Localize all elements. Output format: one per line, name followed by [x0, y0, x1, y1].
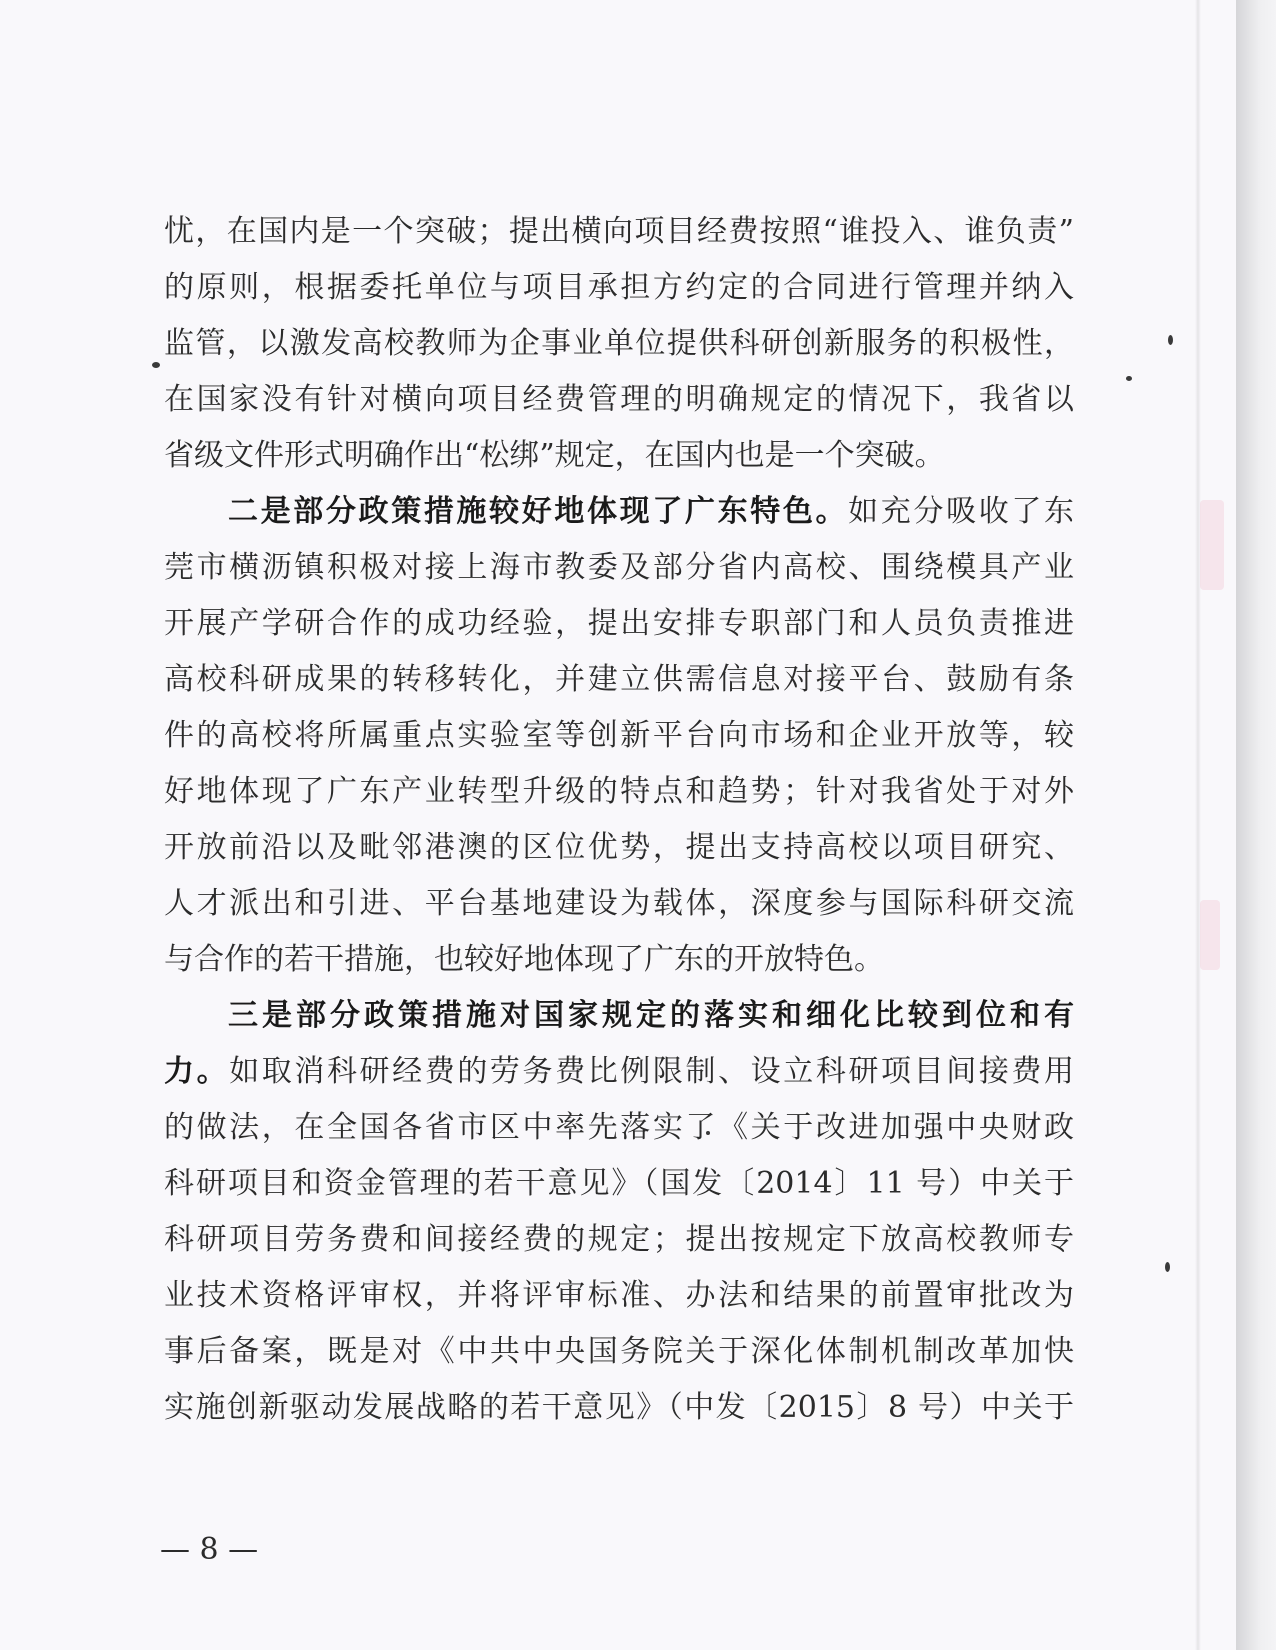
text-line: 在国家没有针对横向项目经费管理的明确规定的情况下，我省以	[164, 382, 1074, 417]
text-line: 监管，以激发高校教师为企事业单位提供科研创新服务的积极性，	[164, 326, 1074, 361]
text-line: 开展产学研合作的成功经验，提出安排专职部门和人员负责推进	[164, 606, 1074, 641]
text-line: 好地体现了广东产业转型升级的特点和趋势；针对我省处于对外	[164, 774, 1074, 809]
text-line: 莞市横沥镇积极对接上海市教委及部分省内高校、围绕模具产业	[164, 550, 1074, 585]
paper-speck	[1168, 335, 1173, 345]
page-edge-shadow	[1236, 0, 1276, 1650]
fold-line	[1195, 0, 1201, 1650]
paragraph-2-first-line	[228, 492, 1074, 532]
paragraph-2-first-rest: 如充分吸收了东	[848, 494, 1075, 529]
text-line: 业技术资格评审权，并将评审标准、办法和结果的前置审批改为	[164, 1278, 1074, 1313]
text-line: 的原则，根据委托单位与项目承担方约定的合同进行管理并纳入	[164, 270, 1074, 305]
text-line: 实施创新驱动发展战略的若干意见》（中发〔2015〕8 号）中关于	[164, 1390, 1074, 1425]
bleed-stain	[1200, 500, 1224, 590]
text-line: 高校科研成果的转移转化，并建立供需信息对接平台、鼓励有条	[164, 662, 1074, 697]
bleed-stain	[1200, 900, 1220, 970]
paragraph-3-lead-line: 三是部分政策措施对国家规定的落实和细化比较到位和有	[228, 998, 1074, 1033]
text-line: 件的高校将所属重点实验室等创新平台向市场和企业开放等，较	[164, 718, 1074, 753]
paragraph-3-lead-end: 力。	[164, 1054, 230, 1089]
paper-speck	[1165, 1262, 1170, 1272]
text-line: 科研项目和资金管理的若干意见》（国发〔2014〕11 号）中关于	[164, 1166, 1074, 1201]
page-number: — 8 —	[160, 1532, 259, 1567]
text-line: 省级文件形式明确作出“松绑”规定，在国内也是一个突破。	[164, 438, 945, 473]
text-line: 的做法，在全国各省市区中率先落实了《关于改进加强中央财政	[164, 1110, 1074, 1145]
paper-speck	[152, 362, 160, 368]
text-line: 人才派出和引进、平台基地建设为载体，深度参与国际科研交流	[164, 886, 1074, 921]
text-line: 开放前沿以及毗邻港澳的区位优势，提出支持高校以项目研究、	[164, 830, 1074, 865]
paragraph-3-second-line	[164, 1052, 1074, 1092]
text-line: 事后备案，既是对《中共中央国务院关于深化体制机制改革加快	[164, 1334, 1074, 1369]
paper-speck	[1126, 376, 1132, 381]
text-line: 忧，在国内是一个突破；提出横向项目经费按照“谁投入、谁负责”	[164, 214, 1074, 249]
text-line: 科研项目劳务费和间接经费的规定；提出按规定下放高校教师专	[164, 1222, 1074, 1257]
paragraph-2-lead: 二是部分政策措施较好地体现了广东特色。	[228, 494, 849, 529]
paragraph-3-second-rest: 如取消科研经费的劳务费比例限制、设立科研项目间接费用	[229, 1054, 1075, 1089]
text-line: 与合作的若干措施，也较好地体现了广东的开放特色。	[164, 942, 884, 977]
